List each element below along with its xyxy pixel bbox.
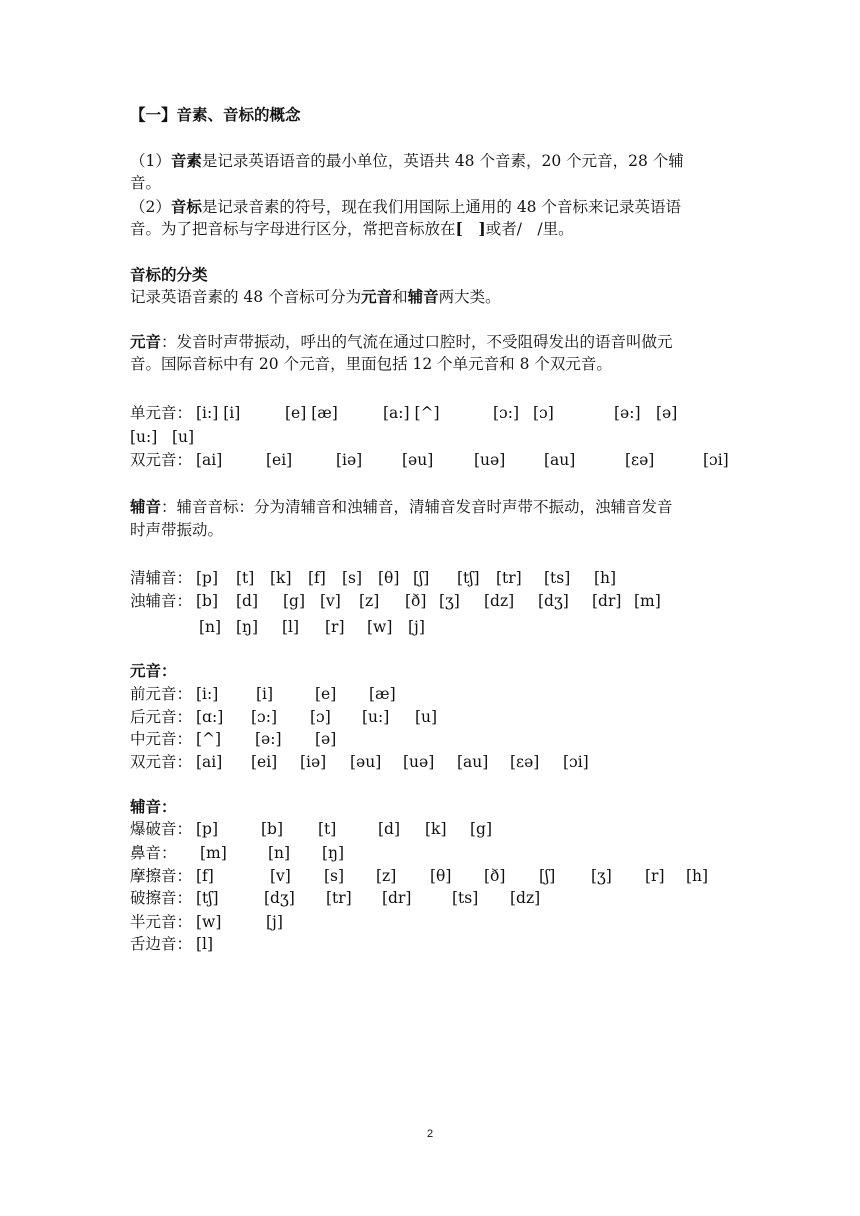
phonetic-symbol: [^] (196, 730, 222, 748)
term-vowel: 元音 (361, 287, 393, 306)
text: 和 (392, 288, 408, 306)
phonetic-symbol: [u] (415, 708, 438, 726)
phonetic-symbol: [dr] (592, 592, 622, 610)
text: 记录英语音素的 48 个音标可分为 (130, 288, 362, 306)
phonetic-symbol: [k] (425, 820, 447, 838)
phonetic-symbol: [w] (196, 913, 222, 931)
phonetic-symbol: [æ] (369, 685, 396, 703)
phonetic-symbol: [ɔi] (703, 451, 729, 469)
phonetic-symbol: [au] (544, 451, 576, 469)
phonetic-symbol: [εə] (625, 451, 655, 469)
phonetic-symbol: [f] (308, 569, 326, 587)
phonetic-symbol: [iə] (300, 753, 327, 771)
text: 是记录英语语音的最小单位，英语共 48 个音素，20 个元音，28 个辅 (201, 152, 684, 170)
phonetic-symbol: [ŋ] (322, 844, 345, 862)
phonetic-symbol: [f] (196, 867, 214, 885)
phonetic-symbol: [d] (236, 592, 259, 610)
phonetic-symbol: [ɔ] (310, 708, 331, 726)
phonetic-symbol: [i] (256, 685, 274, 703)
phonetic-symbol: [uə] (403, 753, 435, 771)
phonetic-symbol: [u] (172, 428, 195, 446)
phonetic-symbol: [ei] (251, 753, 278, 771)
phonetic-symbol: [tʃ] (196, 889, 219, 907)
text: （2） (130, 198, 171, 216)
phonetic-symbol: [j] (408, 618, 425, 636)
phonetic-symbol: [u:] (362, 708, 390, 726)
phonetic-symbol: [a:] [^] (383, 404, 440, 422)
phonetic-symbol: [n] (268, 844, 291, 862)
term-consonant: 辅音 (130, 497, 162, 516)
phonetic-symbol: [m] (634, 592, 661, 610)
phonetic-symbol: [t] (236, 569, 255, 587)
row-label: 破擦音： (130, 889, 193, 907)
phonetic-symbol: [l] (196, 935, 214, 953)
row-label: 鼻音： (130, 844, 177, 862)
phonetic-symbol: [ɔ:] (493, 404, 519, 422)
phonetic-symbol: [dz] (510, 889, 541, 907)
phonetic-symbol: [ts] (544, 569, 571, 587)
text: 音。为了把音标与字母进行区分，常把音标放在 (130, 220, 456, 238)
row-label: 中元音： (130, 730, 193, 748)
classification-text (130, 286, 501, 308)
phonetic-symbol: [dz] (484, 592, 515, 610)
phonetic-symbol: [r] (645, 867, 665, 885)
row-label: 前元音： (130, 685, 193, 703)
term-symbol: 音标 (170, 197, 202, 216)
phonetic-symbol: [l] (282, 618, 300, 636)
row-label: 单元音： (130, 404, 193, 422)
phonetic-symbol: [r] (325, 618, 345, 636)
phonetic-symbol: [dʒ] (538, 592, 569, 610)
phonetic-symbol: [ɔ] (533, 404, 554, 422)
phonetic-symbol: [v] (320, 592, 341, 610)
row-label: 半元音： (130, 913, 193, 931)
phonetic-symbol: [v] (270, 867, 291, 885)
classification-title: 音标的分类 (130, 265, 208, 284)
term-vowel: 元音 (130, 332, 162, 351)
vowels-title: 元音： (130, 661, 177, 680)
phonetic-symbol: [iə] (336, 451, 363, 469)
phonetic-symbol: [ŋ] (236, 618, 259, 636)
bracket-symbol: [ ] (455, 219, 486, 238)
phonetic-symbol: [i:] (196, 685, 219, 703)
text: ：辅音音标：分为清辅音和浊辅音，清辅音发音时声带不振动，浊辅音发音 (161, 498, 673, 516)
phonetic-symbol: [j] (266, 913, 283, 931)
phonetic-symbol: [ə] (656, 404, 678, 422)
paragraph-phoneme-line1 (130, 150, 684, 172)
phonetic-symbol: [u:] (130, 428, 158, 446)
phonetic-symbol: [ə:] (255, 730, 282, 748)
phonetic-symbol: [b] (196, 592, 219, 610)
phonetic-symbol: [ð] (484, 867, 506, 885)
phonetic-symbol: [z] (359, 592, 380, 610)
row-label: 摩擦音： (130, 867, 193, 885)
term-phoneme: 音素 (170, 151, 202, 170)
phonetic-symbol: [b] (261, 820, 284, 838)
consonants-title: 辅音： (130, 797, 177, 816)
phonetic-symbol: [tʃ] (457, 569, 480, 587)
phonetic-symbol: [t] (318, 820, 337, 838)
consonant-definition-line2: 时声带振动。 (130, 521, 224, 539)
consonant-definition-line1 (130, 496, 673, 518)
phonetic-symbol: [h] (594, 569, 617, 587)
text: （1） (130, 152, 171, 170)
row-label: 爆破音： (130, 820, 193, 838)
phonetic-symbol: [θ] (378, 569, 400, 587)
phonetic-symbol: [z] (376, 867, 397, 885)
phonetic-symbol: [ə] (315, 730, 337, 748)
row-label: 浊辅音： (130, 592, 193, 610)
paragraph-phoneme-line2: 音。 (130, 174, 162, 192)
phonetic-symbol: [θ] (430, 867, 452, 885)
phonetic-symbol: [g] (470, 820, 493, 838)
phonetic-symbol: [w] (367, 618, 393, 636)
phonetic-symbol: [d] (378, 820, 401, 838)
paragraph-symbol-line2 (130, 218, 574, 240)
phonetic-symbol: [ai] (196, 451, 223, 469)
page-number: 2 (426, 1128, 434, 1140)
phonetic-symbol: [e] [æ] (285, 404, 338, 422)
vowel-definition-line2: 音。国际音标中有 20 个元音，里面包括 12 个单元音和 8 个双元音。 (130, 355, 612, 373)
row-label: 后元音： (130, 708, 193, 726)
row-label: 舌边音： (130, 935, 193, 953)
phonetic-symbol: [tr] (496, 569, 522, 587)
phonetic-symbol: [e] (315, 685, 337, 703)
phonetic-symbol: [əu] (402, 451, 434, 469)
row-label: 双元音： (130, 451, 193, 469)
phonetic-symbol: [au] (457, 753, 489, 771)
text: ：发音时声带振动，呼出的气流在通过口腔时，不受阻碍发出的语音叫做元 (161, 333, 673, 351)
text: 是记录音素的符号，现在我们用国际上通用的 48 个音标来记录英语语 (201, 198, 681, 216)
phonetic-symbol: [ʃ] (413, 569, 430, 587)
phonetic-symbol: [ei] (266, 451, 293, 469)
phonetic-symbol: [dʒ] (264, 889, 295, 907)
phonetic-symbol: [ɑ:] (196, 708, 224, 726)
phonetic-symbol: [g] (283, 592, 306, 610)
row-label: 清辅音： (130, 569, 193, 587)
phonetic-symbol: [ɔi] (563, 753, 589, 771)
phonetic-symbol: [n] (199, 618, 222, 636)
row-label: 双元音： (130, 753, 193, 771)
phonetic-symbol: [s] (324, 867, 345, 885)
phonetic-symbol: [ʒ] (439, 592, 460, 610)
phonetic-symbol: [uə] (474, 451, 506, 469)
text: 或者/ /里。 (485, 220, 574, 238)
phonetic-symbol: [ə:] (614, 404, 641, 422)
phonetic-symbol: [ts] (452, 889, 479, 907)
phonetic-symbol: [k] (270, 569, 292, 587)
phonetic-symbol: [ʃ] (539, 867, 556, 885)
phonetic-symbol: [ʒ] (591, 867, 612, 885)
phonetic-symbol: [m] (200, 844, 227, 862)
phonetic-symbol: [ð] (405, 592, 427, 610)
phonetic-symbol: [ai] (196, 753, 223, 771)
phonetic-symbol: [tr] (326, 889, 352, 907)
phonetic-symbol: [ɔ:] (251, 708, 277, 726)
vowel-definition-line1 (130, 331, 673, 353)
phonetic-symbol: [s] (342, 569, 363, 587)
section-title: 【一】音素、音标的概念 (130, 105, 301, 124)
phonetic-symbol: [p] (196, 569, 219, 587)
phonetic-symbol: [dr] (382, 889, 412, 907)
phonetic-symbol: [i:] [i] (196, 404, 241, 422)
paragraph-symbol-line1 (130, 196, 681, 218)
term-consonant: 辅音 (407, 287, 439, 306)
phonetic-symbol: [p] (196, 820, 219, 838)
phonetic-symbol: [h] (686, 867, 709, 885)
text: 两大类。 (438, 288, 501, 306)
phonetic-symbol: [əu] (350, 753, 382, 771)
phonetic-symbol: [εə] (510, 753, 540, 771)
